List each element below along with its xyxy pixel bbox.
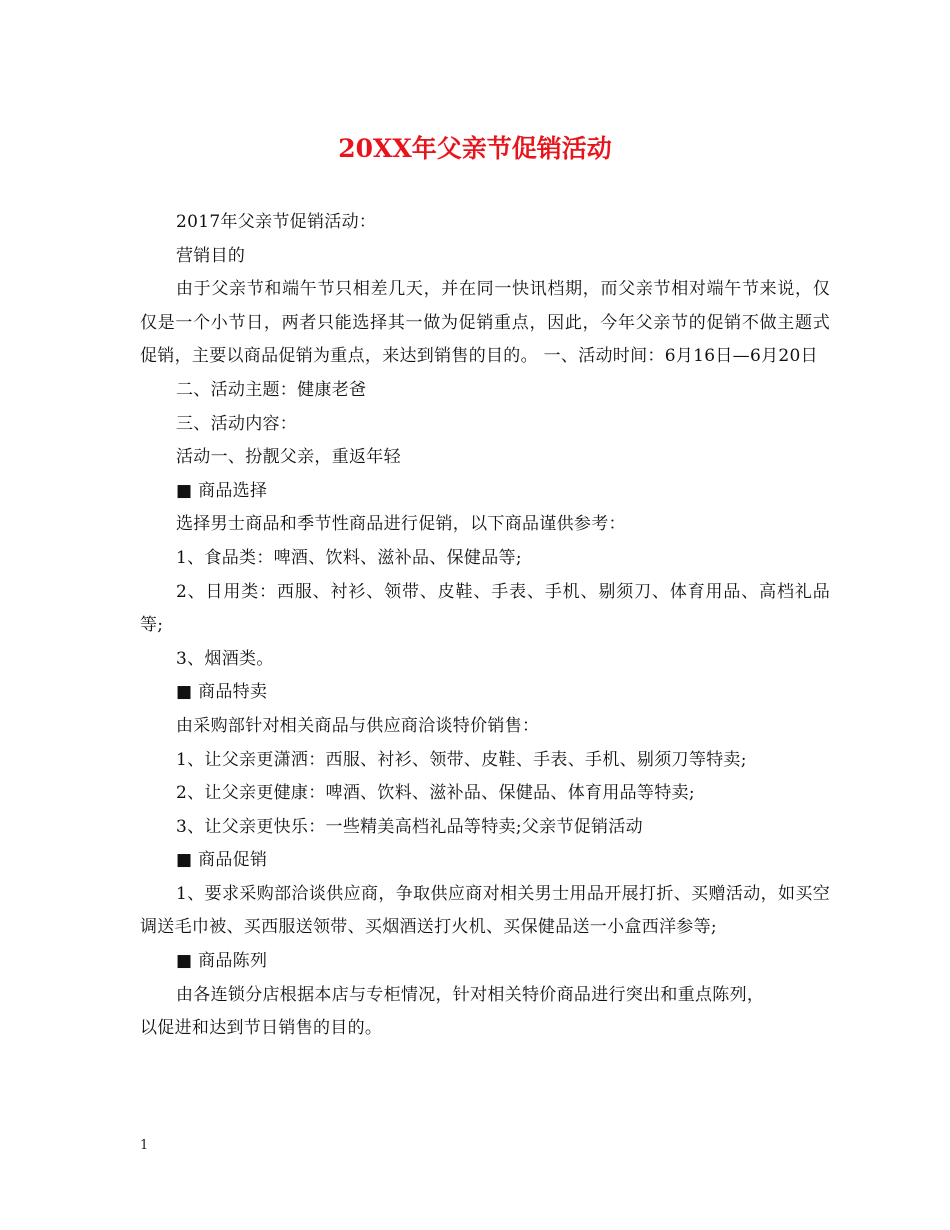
paragraph-product-selection: 选择男士商品和季节性商品进行促销，以下商品谨供参考： (176, 514, 626, 535)
list-item-sale-stylish: 1、让父亲更潇洒：西服、衬衫、领带、皮鞋、手表、手机、剔须刀等特卖; (176, 749, 747, 770)
document-title: 20XX年父亲节促销活动 (338, 134, 612, 163)
paragraph-display: 由各连锁分店根据本店与专柜情况，针对相关特价商品进行突出和重点陈列， (176, 984, 765, 1005)
paragraph-marketing-goal: 由于父亲节和端午节只相差几天，并在同一快讯档期，而父亲节相对端午节来说，仅仅是一个小节日，两者只能选择其一做为促销重点，因此，今年父亲节的促销不做主题式促销，主要以商品促销为重点，来达到销售的目的。 一、活动时间：6月16日—6月20日 (140, 279, 830, 367)
document-body (140, 206, 830, 1046)
list-item-sale-healthy: 2、让父亲更健康：啤酒、饮料、滋补品、保健品、体育用品等特卖; (176, 783, 695, 804)
paragraph-display-continued: 以促进和达到节日销售的目的。 (140, 1018, 383, 1039)
list-item-food: 1、食品类：啤酒、饮料、滋补品、保健品等; (176, 547, 522, 568)
page-number: 1 (140, 1138, 149, 1153)
list-item-tobacco-alcohol: 3、烟酒类。 (176, 648, 274, 669)
list-item-promotion: 1、要求采购部洽谈供应商，争取供应商对相关男士用品开展打折、买赠活动，如买空调送毛巾被、买西服送领带、买烟酒送打火机、买保健品送一小盒西洋参等; (140, 883, 830, 938)
paragraph-activity-one: 活动一、扮靓父亲，重返年轻 (176, 447, 401, 468)
section-heading-special-sale: ■ 商品特卖 (176, 682, 268, 703)
list-item-sale-happy: 3、让父亲更快乐：一些精美高档礼品等特卖;父亲节促销活动 (176, 816, 643, 837)
paragraph-activity-theme: 二、活动主题：健康老爸 (176, 379, 367, 400)
paragraph-special-sale: 由采购部针对相关商品与供应商洽谈特价销售： (176, 715, 540, 736)
list-item-daily-goods: 2、日用类：西服、衬衫、领带、皮鞋、手表、手机、剔须刀、体育用品、高档礼品等; (140, 581, 830, 636)
section-heading-product-selection: ■ 商品选择 (176, 480, 268, 501)
paragraph-heading-intro: 2017年父亲节促销活动： (176, 212, 377, 232)
section-heading-display: ■ 商品陈列 (176, 951, 268, 972)
section-heading-promotion: ■ 商品促销 (176, 850, 268, 871)
paragraph-marketing-goal-heading: 营销目的 (176, 245, 246, 266)
paragraph-activity-content: 三、活动内容： (176, 413, 298, 434)
